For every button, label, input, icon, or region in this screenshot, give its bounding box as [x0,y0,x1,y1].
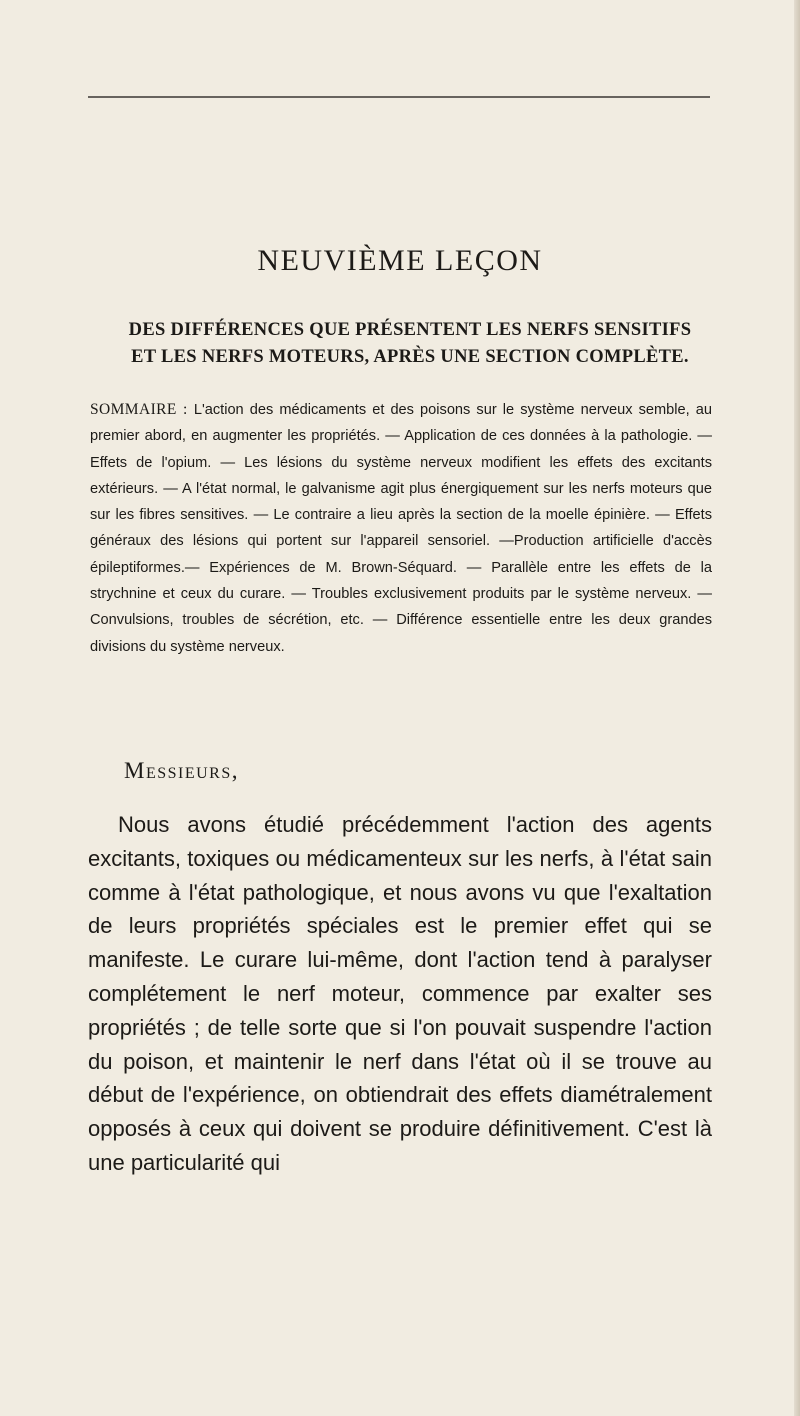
body-paragraph: Nous avons étudié précédemment l'action des agents excitants, toxiques ou médicamenteux sur les nerfs, à l'état sain comme à l'état pathologique, et nous avons vu que l'exaltation de leurs propriétés spéciales est le premier effet qui se manifeste. Le curare lui-même, dont l'action tend à paralyser complétement le nerf moteur, commence par exalter ses propriétés ; de telle sorte que si l'on pouvait suspendre l'action du poison, et maintenir le nerf dans l'état où il se trouve au début de l'expérience, on obtiendrait des effets diamétralement opposés à ceux qui doivent se produire définitivement. C'est là une particularité qui [88,812,712,1175]
summary-paragraph [90,397,712,660]
chapter-subtitle-line-2: ET LES NERFS MOTEURS, APRÈS UNE SECTION COMPLÈTE. [131,347,689,367]
summary-text: L'action des médicaments et des poisons sur le système nerveux semble, au premier abord, en augmenter les propriétés. — Application de ces données à la pathologie. — Effets de l'opium. — Les lésions du système nerveux modifient les effets des excitants extérieurs. — A l'état normal, le galvanisme agit plus énergiquement sur les nerfs moteurs que sur les fibres sensitives. — Le contraire a lieu après la section de la moelle épinière. — Effets généraux des lésions qui portent sur l'appareil sensoriel. —Production artificielle d'accès épileptiformes.— Expériences de M. Brown-Séquard. — Parallèle entre les effets de la strychnine et ceux du curare. — Troubles exclusivement produits par le système nerveux. — Convulsions, troubles de sécrétion, etc. — Différence essentielle entre les deux grandes divisions du système nerveux. [90,402,712,655]
chapter-subtitle-line-1: DES DIFFÉRENCES QUE PRÉSENTENT LES NERFS SENSITIFS [128,320,692,340]
chapter-title: NEUVIÈME LEÇON [257,244,543,277]
page-edge [794,0,800,1416]
top-rule [88,96,710,98]
summary-label: SOMMAIRE : [90,401,188,418]
salutation: Messieurs, [124,758,239,783]
